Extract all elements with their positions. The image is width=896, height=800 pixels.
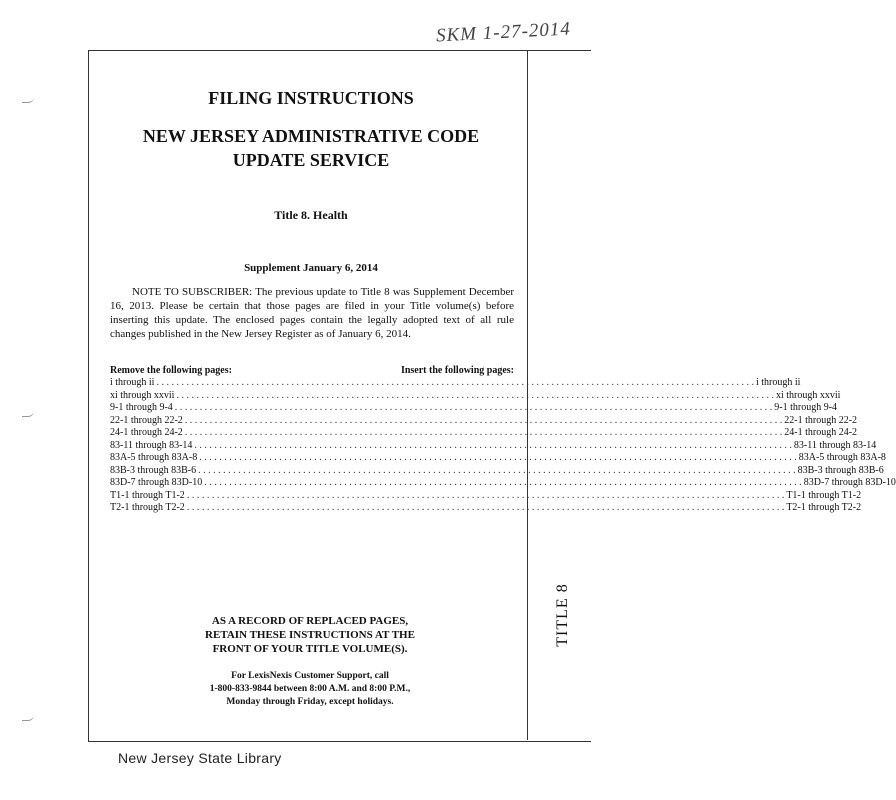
insert-header: Insert the following pages: [400, 365, 514, 376]
insert-pages: 9-1 through 9-4 [774, 402, 838, 413]
hole-punch-mark [22, 712, 34, 721]
insert-pages: 22-1 through 22-2 [784, 414, 858, 426]
insert-pages: i through ii [755, 377, 801, 388]
hole-punch-mark [22, 408, 34, 417]
dot-leader: . . . . . . . . . . . . . . . . . . . . . . . . . . . . . . . . . . . . . . . . . . . . . . . . . . . . . . . . . . . . . . . . . . . . . . . . . . . . . . . . . . . . . . . . . . . . . . . . . . . . . . . . . . . . . . . . . . . . . . . . [198, 464, 796, 476]
library-stamp: New Jersey State Library [118, 750, 282, 766]
support-notice [130, 670, 490, 709]
table-row [110, 452, 886, 465]
remove-pages: 9-1 through 9-4 [110, 402, 173, 413]
remove-pages: 83A-5 through 83A-8 [110, 452, 198, 463]
insert-pages: T2-1 through T2-2 [786, 502, 862, 513]
subscriber-note: NOTE TO SUBSCRIBER: The previous update to Title 8 was Supplement December 16, 2013. Please be certain that those pages are filed in your Title volume(s) before inserting this update. The enclosed pages contain the legally adopted text of all rule changes published in the New Jersey Register as of January 6, 2014. [110, 286, 514, 340]
table-row [110, 414, 858, 428]
table-row [110, 464, 884, 478]
page-replacement-table [110, 365, 896, 515]
table-row [110, 489, 862, 503]
code-title-line1: NEW JERSEY ADMINISTRATIVE CODE [142, 126, 480, 146]
remove-pages: 83B-3 through 83B-6 [110, 464, 197, 476]
table-header [110, 365, 514, 377]
insert-pages: T1-1 through T1-2 [786, 489, 862, 501]
remove-pages: i through ii [110, 377, 155, 388]
support-line2: 1-800-833-9844 between 8:00 A.M. and 8:00 P.M., [209, 684, 411, 694]
remove-pages: T2-1 through T2-2 [110, 502, 185, 513]
support-line3: Monday through Friday, except holidays. [226, 697, 394, 707]
dot-leader: . . . . . . . . . . . . . . . . . . . . . . . . . . . . . . . . . . . . . . . . . . . . . . . . . . . . . . . . . . . . . . . . . . . . . . . . . . . . . . . . . . . . . . . . . . . . . . . . . . . . . . . . . . . . . . . . . . . . . . . . [184, 414, 783, 426]
remove-pages: 22-1 through 22-2 [110, 414, 183, 426]
dot-leader: . . . . . . . . . . . . . . . . . . . . . . . . . . . . . . . . . . . . . . . . . . . . . . . . . . . . . . . . . . . . . . . . . . . . . . . . . . . . . . . . . . . . . . . . . . . . . . . . . . . . . . . . . . . . . . . . . . . . . . . . [186, 489, 785, 501]
remove-pages: 83-11 through 83-14 [110, 439, 193, 451]
table-row [110, 402, 838, 415]
insert-pages: 83D-7 through 83D-10 [803, 477, 896, 488]
remove-pages: xi through xxvii [110, 389, 175, 401]
record-line3: FRONT OF YOUR TITLE VOLUME(S). [212, 643, 408, 655]
record-notice [130, 614, 490, 656]
handwritten-note: SKM 1-27-2014 [435, 18, 572, 47]
code-title [110, 124, 512, 172]
dot-leader: . . . . . . . . . . . . . . . . . . . . . . . . . . . . . . . . . . . . . . . . . . . . . . . . . . . . . . . . . . . . . . . . . . . . . . . . . . . . . . . . . . . . . . . . . . . . . . . . . . . . . . . . . . . . . . . . . . . . . . . . [204, 477, 802, 488]
insert-pages: xi through xxvii [775, 389, 841, 401]
dot-leader: . . . . . . . . . . . . . . . . . . . . . . . . . . . . . . . . . . . . . . . . . . . . . . . . . . . . . . . . . . . . . . . . . . . . . . . . . . . . . . . . . . . . . . . . . . . . . . . . . . . . . . . . . . . . . . . . . . . . . . . . [186, 502, 785, 513]
table-row [110, 389, 841, 403]
support-line1: For LexisNexis Customer Support, call [231, 671, 389, 681]
dot-leader: . . . . . . . . . . . . . . . . . . . . . . . . . . . . . . . . . . . . . . . . . . . . . . . . . . . . . . . . . . . . . . . . . . . . . . . . . . . . . . . . . . . . . . . . . . . . . . . . . . . . . . . . . . . . . . . . . . . . . . . . [199, 452, 797, 463]
hole-punch-mark [22, 94, 34, 103]
table-row [110, 477, 896, 490]
filing-title: FILING INSTRUCTIONS [208, 88, 414, 108]
side-tab: TITLE 8 [554, 583, 571, 647]
insert-pages: 24-1 through 24-2 [784, 427, 858, 438]
remove-header: Remove the following pages: [110, 365, 232, 376]
table-row [110, 427, 858, 440]
remove-pages: T1-1 through T1-2 [110, 489, 185, 501]
dot-leader: . . . . . . . . . . . . . . . . . . . . . . . . . . . . . . . . . . . . . . . . . . . . . . . . . . . . . . . . . . . . . . . . . . . . . . . . . . . . . . . . . . . . . . . . . . . . . . . . . . . . . . . . . . . . . . . . . . . . . . . . [176, 389, 774, 401]
insert-pages: 83A-5 through 83A-8 [798, 452, 886, 463]
dot-leader: . . . . . . . . . . . . . . . . . . . . . . . . . . . . . . . . . . . . . . . . . . . . . . . . . . . . . . . . . . . . . . . . . . . . . . . . . . . . . . . . . . . . . . . . . . . . . . . . . . . . . . . . . . . . . . . . . . . . . . . . [184, 427, 783, 438]
table-row [110, 439, 877, 453]
table-row [110, 502, 862, 515]
table-row [110, 377, 801, 390]
code-title-line2: UPDATE SERVICE [232, 150, 390, 170]
remove-pages: 24-1 through 24-2 [110, 427, 183, 438]
dot-leader: . . . . . . . . . . . . . . . . . . . . . . . . . . . . . . . . . . . . . . . . . . . . . . . . . . . . . . . . . . . . . . . . . . . . . . . . . . . . . . . . . . . . . . . . . . . . . . . . . . . . . . . . . . . . . . . . . . . . . . . . [156, 377, 754, 388]
dot-leader: . . . . . . . . . . . . . . . . . . . . . . . . . . . . . . . . . . . . . . . . . . . . . . . . . . . . . . . . . . . . . . . . . . . . . . . . . . . . . . . . . . . . . . . . . . . . . . . . . . . . . . . . . . . . . . . . . . . . . . . . [194, 439, 792, 451]
record-line1: AS A RECORD OF REPLACED PAGES, [211, 615, 409, 627]
remove-pages: 83D-7 through 83D-10 [110, 477, 203, 488]
supplement-date: Supplement January 6, 2014 [244, 262, 378, 274]
insert-pages: 83B-3 through 83B-6 [797, 464, 884, 476]
insert-pages: 83-11 through 83-14 [793, 439, 877, 451]
record-line2: RETAIN THESE INSTRUCTIONS AT THE [205, 629, 415, 641]
dot-leader: . . . . . . . . . . . . . . . . . . . . . . . . . . . . . . . . . . . . . . . . . . . . . . . . . . . . . . . . . . . . . . . . . . . . . . . . . . . . . . . . . . . . . . . . . . . . . . . . . . . . . . . . . . . . . . . . . . . . . . . . [174, 402, 773, 413]
title-name: Title 8. Health [274, 208, 348, 222]
table-rows [110, 377, 896, 515]
